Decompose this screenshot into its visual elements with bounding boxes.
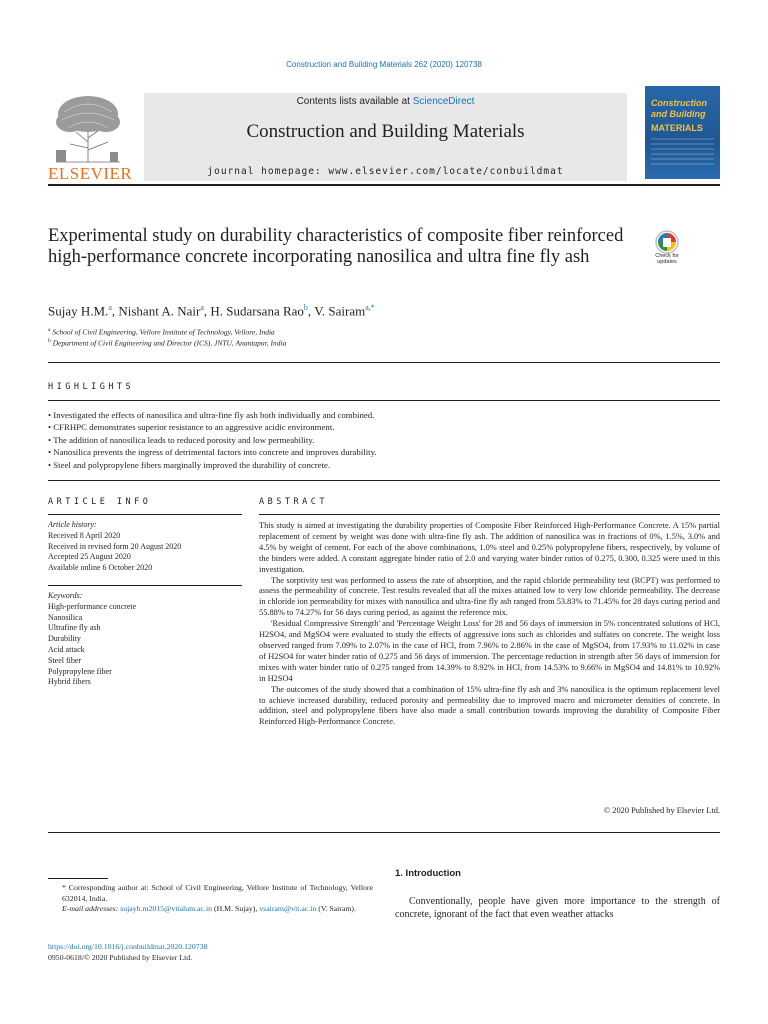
author-name: Sujay H.M. <box>48 303 109 319</box>
history-entry: Received in revised form 20 August 2020 <box>48 541 182 551</box>
affiliation-marker: a <box>48 327 51 333</box>
author-affiliation-marker[interactable]: b <box>303 303 308 312</box>
keyword-item: High-performance concrete <box>48 601 137 611</box>
author-affiliation-marker[interactable]: a,* <box>365 303 375 312</box>
abstract-rule <box>259 514 720 515</box>
cover-title-line1: Construction <box>651 98 707 108</box>
contents-available-line <box>144 96 627 107</box>
keywords-label: Keywords: <box>48 591 83 600</box>
author-name: Nishant A. Nair <box>118 303 201 319</box>
corresponding-author-footnote <box>48 883 373 915</box>
doi-link[interactable]: https://doi.org/10.1016/j.conbuildmat.2020.120738 <box>48 942 208 951</box>
abstract-paragraph: The sorptivity test was performed to assess the rate of absorption, and the rapid chloride permeability test (RCPT) was performed to assess the permeability of concrete. Test results revealed that all the mixes attained low to very low chloride permeability. The decrease in chloride ion permeability for mixes with nanosilica and ultra-fine fly ash ranged from 53.83% to 71.45% for 28 days curing period and 55.88% to 74.27% for 56 days curing period, as against the reference mix. <box>259 575 720 618</box>
history-label: Article history: <box>48 520 97 529</box>
journal-title: Construction and Building Materials <box>246 121 525 142</box>
highlight-item: • Nanosilica prevents the ingress of detrimental factors into concrete and improves durability. <box>48 446 720 458</box>
highlights-rule <box>48 400 720 401</box>
keywords-block <box>48 591 248 688</box>
masthead-rule <box>48 184 720 186</box>
affiliation-b <box>48 338 708 348</box>
sciencedirect-link[interactable]: ScienceDirect <box>412 96 475 107</box>
keyword-item: Steel fiber <box>48 655 82 665</box>
issn-line: 0950-0618/© 2020 Published by Elsevier Ltd. <box>48 953 193 962</box>
email-label: E-mail addresses: <box>62 904 119 913</box>
email-line <box>48 904 373 915</box>
keyword-item: Nanosilica <box>48 612 83 622</box>
history-entry: Available online 6 October 2020 <box>48 563 153 573</box>
author-name: V. Sairam <box>314 303 366 319</box>
author-name: H. Sudarsana Rao <box>210 303 304 319</box>
keyword-item: Hybrid fibers <box>48 677 91 687</box>
abstract-bottom-rule <box>48 832 720 833</box>
corresponding-author-text: * Corresponding author at: School of Civil Engineering, Vellore Institute of Technology, Vellore 632014, India. <box>62 883 373 903</box>
cover-title-line3: MATERIALS <box>651 123 703 133</box>
article-history <box>48 520 248 574</box>
contents-prefix: Contents lists available at <box>296 96 413 107</box>
keyword-item: Durability <box>48 634 81 644</box>
highlight-item: • The addition of nanosilica leads to reduced porosity and low permeability. <box>48 434 720 446</box>
abstract-body <box>259 521 720 728</box>
author-affiliation-marker[interactable]: a <box>108 303 112 312</box>
journal-homepage[interactable]: journal homepage: www.elsevier.com/locate/conbuildmat <box>207 166 564 177</box>
check-for-updates-label[interactable]: Check for updates <box>655 253 679 265</box>
copyright-notice: © 2020 Published by Elsevier Ltd. <box>603 806 720 815</box>
abstract-paragraph: This study is aimed at investigating the durability properties of Composite Fiber Reinforced High-Performance Concrete. A 15% partial replacement of cement by weight was done with ultra-fine fly ash. The addition of nanosilica was in fractions of 0%, 1.5%, 3.0% and 4.5% by weight of cement. For each of the above combinations, 1.0% steel and 0.25% polypropylene fibers, respectively, by volume of the binders were added. A constant aggregate binder ratio of 2.0 and varying water binder ratios of 0.275, 0.300, 0.325 were used in this investigation. <box>259 521 720 574</box>
keywords-rule <box>48 585 242 586</box>
email-owner: (V. Sairam). <box>318 904 356 913</box>
highlights-bottom-rule <box>48 480 720 481</box>
cover-title-line2: and Building <box>651 109 706 119</box>
introduction-text: Conventionally, people have given more importance to the strength of concrete, ignorant of the fact that even weather attacks <box>395 896 720 920</box>
title-rule <box>48 362 720 363</box>
history-entry: Accepted 25 August 2020 <box>48 552 131 562</box>
email-link-sujay[interactable]: sujayh.m2015@vitalum.ac.in <box>120 904 213 913</box>
abstract-heading: ABSTRACT <box>259 497 328 507</box>
highlights-list <box>48 409 720 471</box>
affiliation-a <box>48 327 708 337</box>
keyword-item: Polypropylene fiber <box>48 666 112 676</box>
abstract-paragraph: 'Residual Compressive Strength' and 'Percentage Weight Loss' for 28 and 56 days of immersion in 5% concentrated solutions of HCl, H2SO4, and MgSO4 were evaluated to study the effects of aggressive ions such as chlorides and sulfates on concrete. The weight loss observed ranged from 7.09% to 2.07% in the case of HCl, from 7.96% to 2.86% in the case of MgSO4, from 17.93% to 11.02% in case of H2SO4 for water binder ratio of 0.275 and 56 days of immersion. The percentage reduction in strength after 56 days of immersion for mixes with water binder ratio of 0.275 ranged from 14.39% to 8.92% in HCl, from 14.53% to 9.66% in MgSO4 and 14.81% to 10.92% in H2SO4 <box>259 619 720 683</box>
abstract-paragraph: The outcomes of the study showed that a combination of 15% ultra-fine fly ash and 3% nanosilica is the optimum replacement level to achieve increased durability, reduced porosity and permeability due to improved macro and micrometer densities of concrete. In addition, steel and polypropylene fibers have also made a small contribution towards improving the durability of Composite Fiber Reinforced High-Performance Concrete. <box>259 684 720 727</box>
history-entry: Received 8 April 2020 <box>48 530 121 540</box>
email-link-sairam[interactable]: vsairam@vit.ac.in <box>259 904 317 913</box>
article-info-rule <box>48 514 242 515</box>
highlight-item: • Investigated the effects of nanosilica and ultra-fine fly ash both individually and combined. <box>48 409 720 421</box>
introduction-heading: 1. Introduction <box>395 868 461 879</box>
highlights-heading: HIGHLIGHTS <box>48 382 135 392</box>
keyword-item: Acid attack <box>48 644 85 654</box>
article-info-heading: ARTICLE INFO <box>48 497 152 507</box>
journal-cover-image <box>645 86 720 179</box>
footnote-rule <box>48 878 108 879</box>
affiliation-text: Department of Civil Engineering and Director (ICS), JNTU, Anantapur, India <box>52 338 287 348</box>
author-affiliation-marker[interactable]: a <box>200 303 204 312</box>
affiliation-text: School of Civil Engineering, Vellore Institute of Technology, Vellore, India <box>52 327 275 337</box>
author-list: Sujay H.M.$^a$, Nishant A. Nair$^a$, H. Sudarsana Rao$^b$, V. Sairam$^{a,*}$ <box>48 303 375 319</box>
cover-artwork <box>651 138 714 168</box>
keyword-item: Ultrafine fly ash <box>48 623 101 633</box>
affiliation-marker: b <box>48 338 51 344</box>
highlight-item: • Steel and polypropylene fibers marginally improved the durability of concrete. <box>48 459 720 471</box>
article-title: Experimental study on durability characteristics of composite fiber reinforced high-performance concrete incorporating nanosilica and ultra fine fly ash <box>48 226 624 267</box>
email-owner: (H.M. Sujay), <box>214 904 258 913</box>
publisher-wordmark: ELSEVIER <box>48 164 133 183</box>
journal-citation[interactable]: Construction and Building Materials 262 (2020) 120738 <box>286 60 482 69</box>
highlight-item: • CFRHPC demonstrates superior resistance to an aggressive acidic environment. <box>48 421 720 433</box>
